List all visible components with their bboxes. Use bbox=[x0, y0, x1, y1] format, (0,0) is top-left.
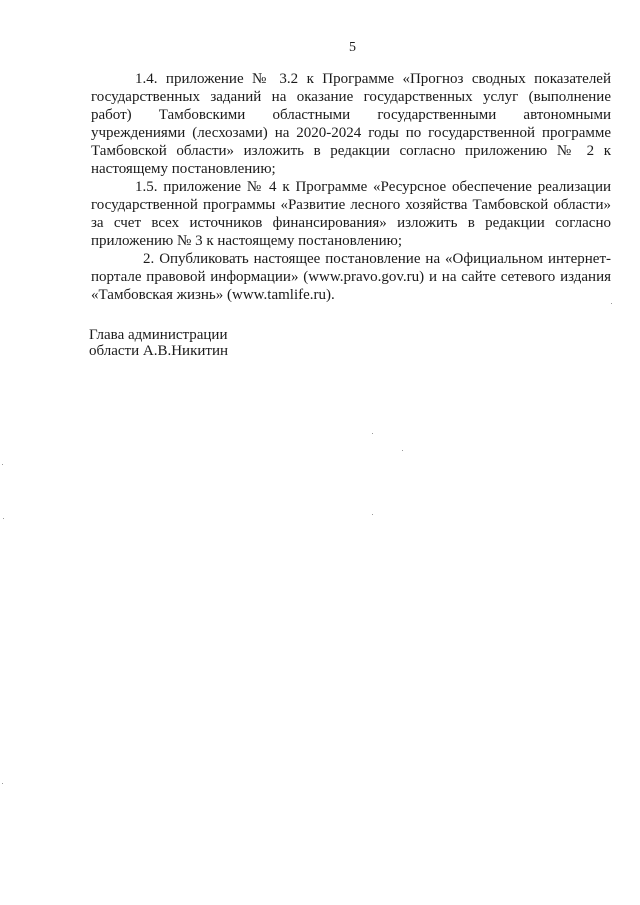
scan-speck bbox=[372, 514, 373, 515]
paragraph-item-1-5: 1.5. приложение № 4 к Программе «Ресурсное обеспечение реализации государственной программы «Развитие лесного хозяйства Тамбовской области» за счет всех источников финансирования» изложить в редакции согласно приложению № 3 к настоящему постановлению; bbox=[91, 179, 611, 249]
page-number: 5 bbox=[349, 40, 356, 55]
scan-speck bbox=[372, 433, 373, 434]
scan-speck bbox=[402, 450, 403, 451]
scan-speck bbox=[2, 464, 3, 465]
paragraph-item-1-4: 1.4. приложение № 3.2 к Программе «Прогноз сводных показателей государственных заданий на оказание государственных услуг (выполнение работ) Тамбовскими областными государственными автономными учреждениями (лесхозами) на 2020-2024 годы по государственной программе Тамбовской области» изложить в редакции согласно приложению № 2 к настоящему постановлению; bbox=[91, 71, 611, 177]
signature-name: области А.В.Никитин bbox=[89, 343, 229, 359]
document-body bbox=[91, 70, 611, 304]
scan-speck bbox=[611, 303, 612, 304]
scan-speck bbox=[2, 783, 3, 784]
paragraph-item-2: 2. Опубликовать настоящее постановление на «Официальном интернет-портале правовой информации» (www.pravo.gov.ru) и на сайте сетевого издания «Тамбовская жизнь» (www.tamlife.ru). bbox=[91, 251, 611, 303]
signature-block bbox=[89, 327, 228, 359]
scan-speck bbox=[3, 518, 4, 519]
signature-title: Глава администрации bbox=[89, 327, 228, 343]
